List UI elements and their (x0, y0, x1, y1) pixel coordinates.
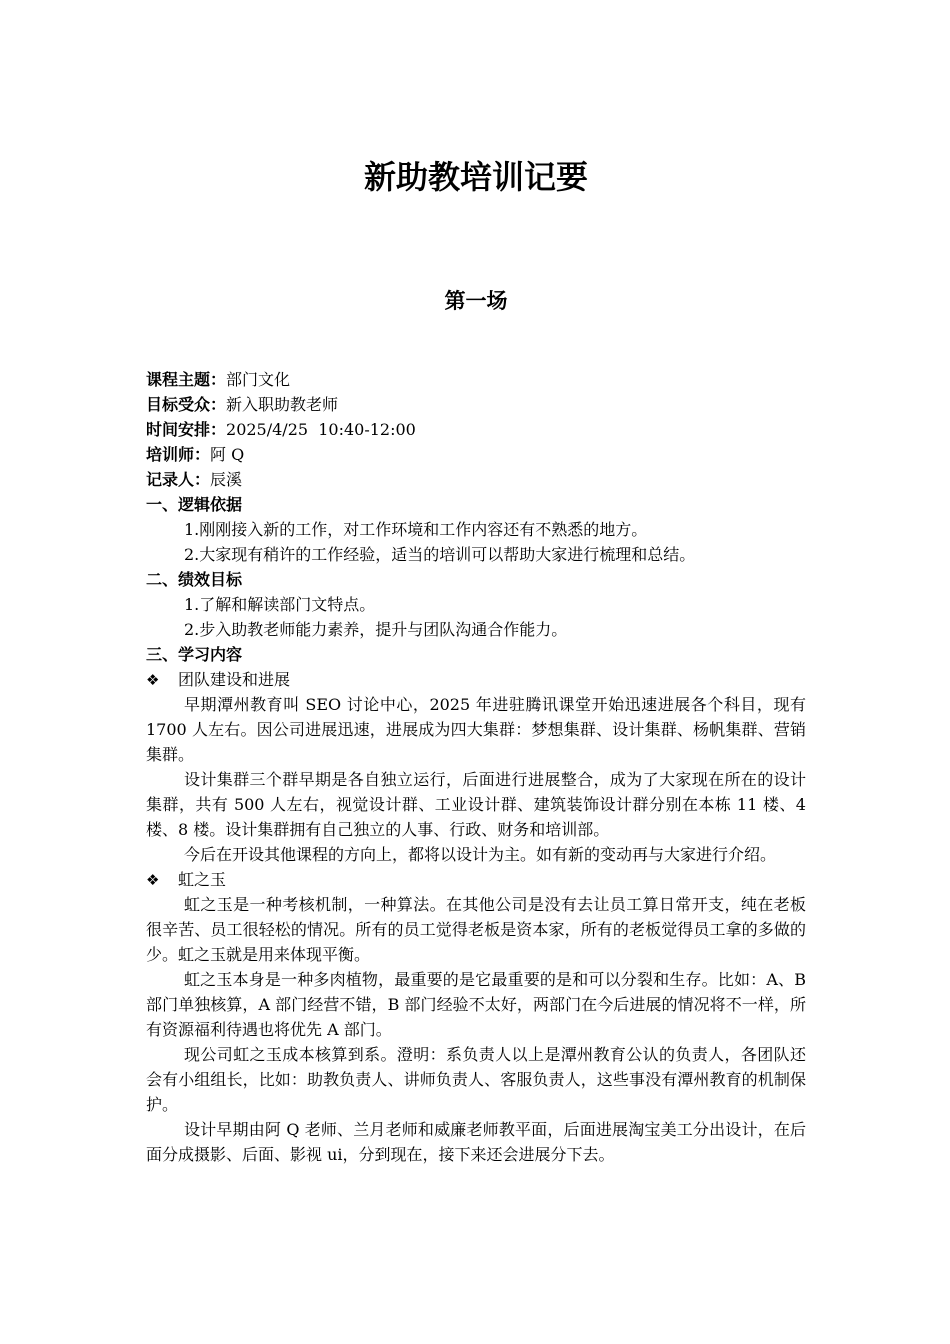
subsection-title-text: 虹之玉 (178, 870, 227, 889)
document-page (146, 0, 806, 1344)
paragraph: 设计集群三个群早期是各自独立运行，后面进行进展整合，成为了大家现在所在的设计集群，共有 500 人左右，视觉设计群、工业设计群、建筑装饰设计群分别在本栋 11 楼、4 楼、8 楼。设计集群拥有自己独立的人事、行政、财务和培训部。 (146, 770, 806, 839)
info-value: 阿 Q (210, 445, 245, 464)
info-value: 新入职助教老师 (226, 395, 339, 414)
subsection-title-text: 团队建设和进展 (178, 670, 291, 689)
subsection-title-team (146, 667, 806, 692)
list-item: 2.步入助教老师能力素养，提升与团队沟通合作能力。 (184, 620, 568, 639)
info-label: 培训师： (146, 445, 211, 464)
paragraph: 虹之玉本身是一种多肉植物，最重要的是它最重要的是和可以分裂和生存。比如：A、B 部门单独核算，A 部门经营不错，B 部门经验不太好，两部门在今后进展的情况将不一样，所有资源福利待遇也将优先 A 部门。 (146, 970, 806, 1039)
list-item: 1.刚刚接入新的工作，对工作环境和工作内容还有不熟悉的地方。 (184, 520, 648, 539)
info-trainer (146, 442, 806, 467)
info-time (146, 417, 806, 442)
info-recorder (146, 467, 806, 492)
session-title: 第一场 (444, 289, 508, 313)
document-body (146, 367, 806, 1167)
diamond-bullet-icon: ❖ (146, 871, 160, 889)
info-label: 时间安排： (146, 420, 227, 439)
info-audience (146, 392, 806, 417)
info-value: 2025/4/25 10:40-12:00 (226, 420, 416, 439)
paragraph: 现公司虹之玉成本核算到系。澄明：系负责人以上是潭州教育公认的负责人，各团队还会有小组组长，比如：助教负责人、讲师负责人、客服负责人，这些事没有潭州教育的机制保护。 (146, 1045, 806, 1114)
paragraph: 今后在开设其他课程的方向上，都将以设计为主。如有新的变动再与大家进行介绍。 (184, 845, 777, 864)
section-heading-logic: 一、逻辑依据 (146, 495, 243, 514)
list-item: 2.大家现有稍许的工作经验，适当的培训可以帮助大家进行梳理和总结。 (184, 545, 696, 564)
info-topic (146, 367, 806, 392)
info-label: 记录人： (146, 470, 211, 489)
info-label: 目标受众： (146, 395, 227, 414)
paragraph: 设计早期由阿 Q 老师、兰月老师和威廉老师教平面，后面进展淘宝美工分出设计，在后面分成摄影、后面、影视 ui，分到现在，接下来还会进展分下去。 (146, 1120, 806, 1164)
section-heading-content: 三、学习内容 (146, 645, 243, 664)
paragraph: 虹之玉是一种考核机制，一种算法。在其他公司是没有去让员工算日常开支，纯在老板很辛苦、员工很轻松的情况。所有的员工觉得老板是资本家，所有的老板觉得员工拿的多做的少。虹之玉就是用来体现平衡。 (146, 895, 806, 964)
list-item: 1.了解和解读部门文特点。 (184, 595, 376, 614)
paragraph: 早期潭州教育叫 SEO 讨论中心，2025 年进驻腾讯课堂开始迅速进展各个科目，现有 1700 人左右。因公司进展迅速，进展成为四大集群：梦想集群、设计集群、杨帆集群、营销集群。 (146, 695, 806, 764)
document-title: 新助教培训记要 (363, 158, 588, 196)
info-label: 课程主题： (146, 370, 227, 389)
subsection-title-hongzhiyu (146, 867, 806, 892)
info-value: 部门文化 (226, 370, 291, 389)
diamond-bullet-icon: ❖ (146, 671, 160, 689)
info-value: 辰溪 (210, 470, 243, 489)
section-heading-goals: 二、绩效目标 (146, 570, 243, 589)
